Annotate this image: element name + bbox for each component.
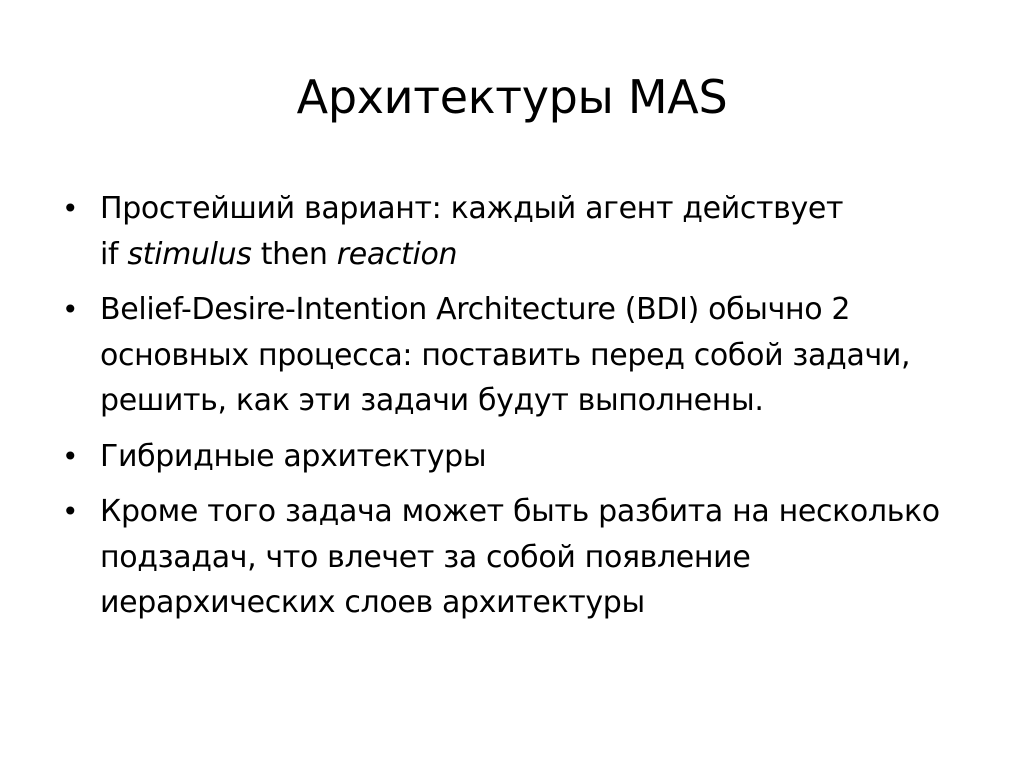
bullet-text: Кроме того задача может быть разбита на несколько подзадач, что влечет за собой появление иерархических слоев архитектуры	[100, 494, 940, 620]
keyword-if: if	[100, 236, 119, 272]
bullet-icon: •	[62, 495, 79, 528]
bullet-text	[100, 186, 982, 277]
bullet-item-hybrid	[62, 434, 982, 480]
bullet-item-bdi	[62, 287, 982, 424]
slide-title: Архитектуры MAS	[296, 70, 728, 124]
keyword-reaction: reaction	[336, 236, 458, 272]
bullet-icon: •	[62, 293, 79, 326]
bullet-icon: •	[62, 192, 79, 225]
bullet-text: Belief-Desire-Intention Architecture (BDI) обычно 2 основных процесса: поставить перед собой задачи, решить, как эти задачи будут выполнены.	[100, 292, 911, 418]
bullet-item-simple-variant	[62, 186, 982, 277]
keyword-stimulus: stimulus	[127, 236, 252, 272]
bullet-icon: •	[62, 439, 79, 473]
bullet-list	[62, 186, 982, 636]
keyword-then: then	[260, 236, 328, 272]
bullet-line: Простейший вариант: каждый агент действует	[100, 191, 844, 226]
bullet-item-subtasks	[62, 489, 982, 626]
bullet-text: Гибридные архитектуры	[100, 438, 487, 474]
